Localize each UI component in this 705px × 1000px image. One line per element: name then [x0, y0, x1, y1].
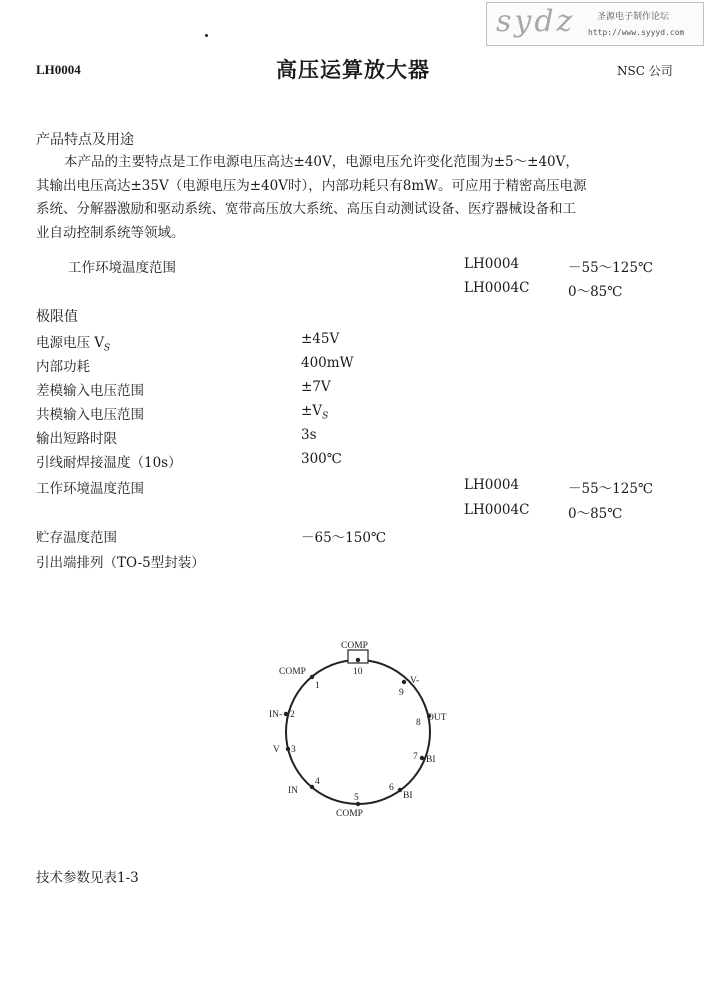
features-temp-range: 0～85℃ — [568, 284, 623, 300]
limits-temp-model: LH0004C — [464, 502, 530, 518]
package-outline — [286, 660, 430, 804]
limit-value: 400mW — [301, 355, 354, 371]
features-temp-model: LH0004 — [464, 256, 520, 272]
limits-temp-range: －55～125℃ — [568, 481, 654, 497]
features-paragraph — [36, 151, 696, 245]
svg-text:10: 10 — [353, 667, 363, 677]
svg-text:IN: IN — [288, 786, 299, 796]
svg-text:5: 5 — [354, 793, 359, 803]
pin-2 — [269, 710, 295, 720]
limit-value: 300℃ — [301, 451, 342, 467]
pinout-caption: 引出端排列（TO-5型封装） — [36, 555, 205, 571]
watermark-logo: sydz — [496, 4, 576, 39]
features-line: 系统、分解器激励和驱动系统、宽带高压放大系统、高压自动测试设备、医疗器械设备和工 — [36, 201, 576, 217]
limit-label: 输出短路时限 — [36, 431, 117, 447]
pin-9 — [399, 676, 419, 698]
svg-text:4: 4 — [315, 777, 320, 787]
svg-text:8: 8 — [416, 718, 421, 728]
features-line: 业自动控制系统等领域。 — [36, 224, 185, 241]
svg-text:IN-: IN- — [269, 710, 283, 720]
part-number: LH0004 — [36, 62, 81, 77]
pin-8 — [416, 713, 447, 728]
pin-3 — [273, 745, 296, 755]
limit-label: 内部功耗 — [36, 359, 90, 375]
manufacturer: NSC 公司 — [617, 64, 673, 78]
svg-text:BI: BI — [426, 755, 436, 765]
pinout-diagram — [260, 628, 460, 828]
limit-label: 共模输入电压范围 — [36, 407, 144, 423]
limits-temp-range: 0～85℃ — [568, 506, 623, 522]
limits-heading: 极限值 — [36, 309, 78, 325]
storage-temp-value: －65～150℃ — [301, 530, 387, 546]
svg-text:COMP: COMP — [341, 641, 368, 651]
svg-text:V-: V- — [410, 676, 420, 686]
storage-temp-label: 贮存温度范围 — [36, 530, 117, 546]
limit-value: ±7V — [301, 379, 331, 395]
limit-label: 引线耐焊接温度（10s） — [36, 455, 182, 471]
svg-text:9: 9 — [399, 688, 404, 698]
features-temp-model: LH0004C — [464, 280, 530, 296]
footer-note: 技术参数见表1-3 — [36, 870, 139, 886]
limit-label: 电源电压 $V_S$ — [36, 335, 111, 354]
watermark-url: http://www.syyyd.com — [588, 28, 685, 37]
svg-text:6: 6 — [389, 783, 394, 793]
svg-text:V: V — [273, 745, 280, 755]
svg-text:BI: BI — [403, 791, 413, 801]
features-line: 其输出电压高达±35V（电源电压为±40V时），内部功耗只有8mW。可应用于精密高压电源 — [36, 177, 587, 194]
page-title: 高压运算放大器 — [276, 57, 430, 82]
limits-temp-label: 工作环境温度范围 — [36, 481, 144, 497]
pin-5 — [336, 793, 363, 819]
watermark-site-name: 圣源电子制作论坛 — [597, 12, 670, 22]
svg-text:7: 7 — [413, 752, 418, 762]
features-temp-range: －55～125℃ — [568, 260, 654, 276]
svg-text:OUT: OUT — [427, 713, 447, 723]
svg-text:COMP: COMP — [336, 809, 363, 819]
features-line: 本产品的主要特点是工作电源电压高达±40V，电源电压允许变化范围为±5～±40V， — [64, 154, 579, 170]
features-heading: 产品特点及用途 — [36, 132, 134, 148]
limit-value: $\pm V_S$ — [301, 403, 329, 422]
stray-mark — [205, 34, 208, 37]
limit-label: 差模输入电压范围 — [36, 383, 144, 399]
svg-text:3: 3 — [291, 745, 296, 755]
limits-temp-model: LH0004 — [464, 477, 520, 493]
svg-text:COMP: COMP — [279, 667, 306, 677]
limit-value: ±45V — [301, 331, 340, 347]
pin-6 — [389, 783, 413, 801]
pin-1 — [279, 667, 320, 691]
svg-text:1: 1 — [315, 681, 320, 691]
features-temp-label: 工作环境温度范围 — [68, 260, 176, 276]
svg-text:2: 2 — [290, 710, 295, 720]
limit-value: 3s — [301, 427, 317, 443]
